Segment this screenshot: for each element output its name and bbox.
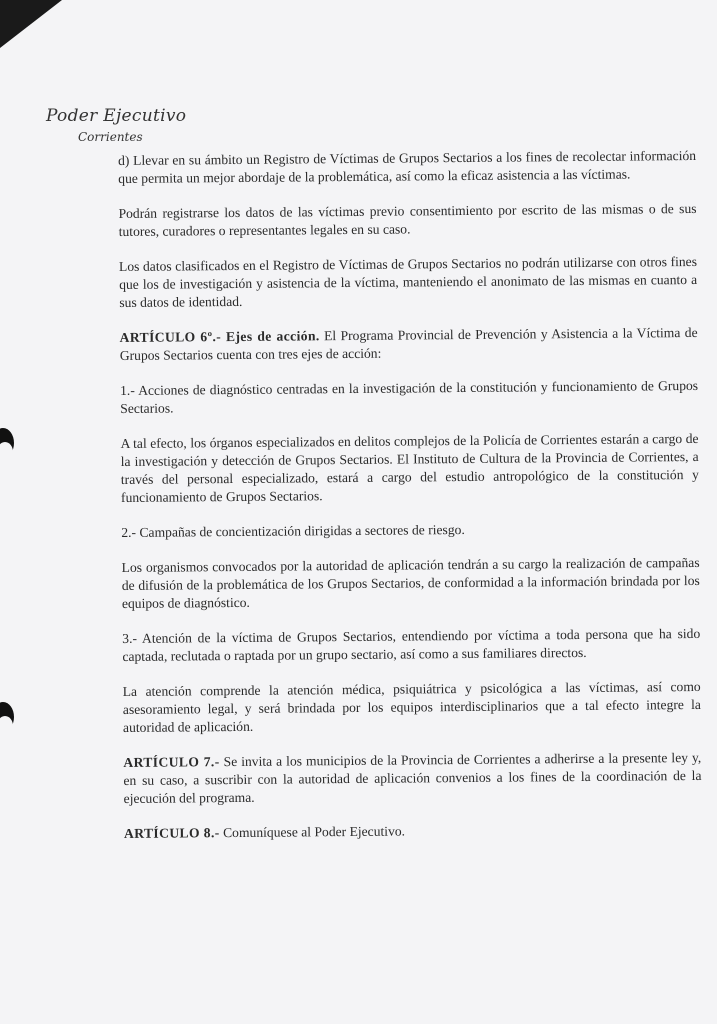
- letterhead-title: Poder Ejecutivo: [46, 106, 187, 126]
- punch-hole-lower: [0, 702, 14, 732]
- paragraph-datos-clasificados: Los datos clasificados en el Registro de Víctimas de Grupos Sectarios no podrán utilizarse con otros fines que los de investigación y asistencia de la víctima, manteniendo el anonimato de las mismas en cuanto a sus datos de identidad.: [118, 253, 698, 310]
- paragraph-registrarse: Podrán registrarse los datos de las víctimas previo consentimiento por escrito de las mismas o de sus tutores, curadores o representantes legales en su caso.: [118, 200, 697, 239]
- folded-corner: [0, 0, 62, 48]
- letterhead-subtitle: Corrientes: [78, 130, 143, 144]
- article-7-label: ARTÍCULO 7.-: [123, 754, 220, 770]
- axis-1: 1.- Acciones de diagnóstico centradas en la investigación de la constitución y funcionamiento de Grupos Sectarios.: [120, 377, 699, 416]
- article-8: ARTÍCULO 8.- Comuníquese al Poder Ejecutivo.: [123, 823, 406, 841]
- article-6: ARTÍCULO 6º.- Ejes de acción. El Programa Provincial de Prevención y Asistencia a la Víctima de Grupos Sectarios cuenta con tres ejes de acción:: [119, 324, 698, 363]
- punch-hole-upper: [0, 428, 14, 458]
- paragraph-registro: d) Llevar en su ámbito un Registro de Víctimas de Grupos Sectarios a los fines de recolectar información que permita un mejor abordaje de la problemática, así como la eficaz asistencia a las víctimas.: [118, 147, 697, 186]
- article-6-label: ARTÍCULO 6º.- Ejes de acción.: [119, 328, 320, 345]
- paragraph-tal-efecto: A tal efecto, los órganos especializados en delitos complejos de la Policía de Corrientes estarán a cargo de la investigación y detección de Grupos Sectarios. El Instituto de Cultura de la Provincia de Corrientes, a través del personal especializado, estará a cargo del estudio antropológico de la constitución y funcionamiento de Grupos Sectarios.: [120, 430, 699, 505]
- paragraph-atencion: La atención comprende la atención médica, psiquiátrica y psicológica a las víctimas, así como asesoramiento legal, y será brindada por los equipos interdisciplinarios que a tal efecto integre la autoridad de aplicación.: [122, 678, 701, 735]
- document-body: [118, 147, 702, 860]
- paragraph-organismos: Los organismos convocados por la autoridad de aplicación tendrán a su cargo la realización de campañas de difusión de la problemática de los Grupos Sectarios, de conformidad a la información brindada por los equipos de diagnóstico.: [121, 554, 700, 611]
- article-8-label: ARTÍCULO 8.-: [123, 825, 220, 841]
- axis-3: 3.- Atención de la víctima de Grupos Sectarios, entendiendo por víctima a toda persona que ha sido captada, reclutada o raptada por un grupo sectario, así como a sus familiares directos.: [122, 625, 701, 664]
- axis-2: 2.- Campañas de concientización dirigidas a sectores de riesgo.: [121, 521, 465, 540]
- article-7: ARTÍCULO 7.- Se invita a los municipios de la Provincia de Corrientes a adherirse a la presente ley y, en su caso, a suscribir con la autoridad de aplicación convenios a los fines de la coordinación de la ejecución del programa.: [123, 749, 702, 806]
- letterhead: [46, 106, 186, 144]
